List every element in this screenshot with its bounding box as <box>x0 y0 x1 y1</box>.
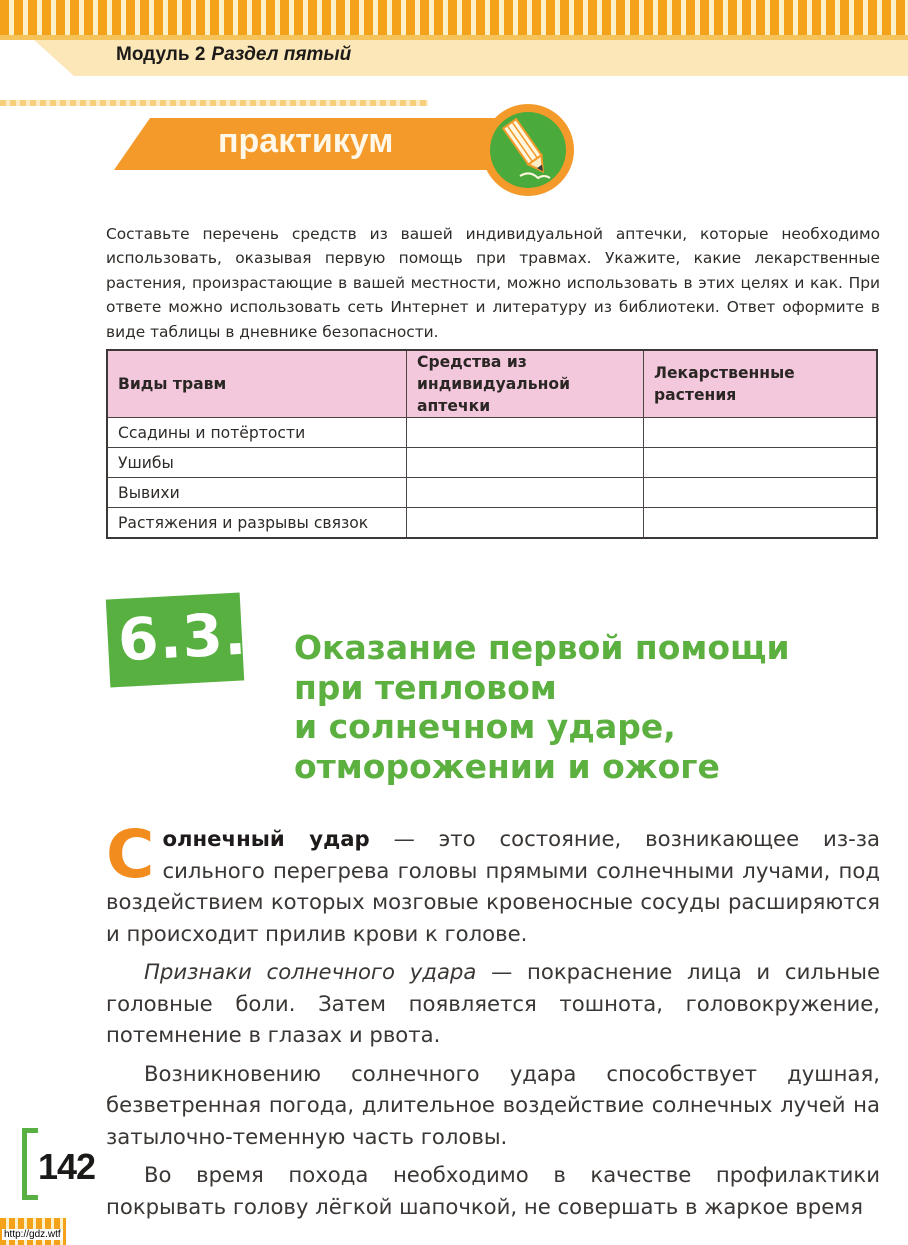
paragraph: Возникновению солнечного удара способствует душная, безветренная погода, длительное воздействие солнечных лучей на затылочно-теменную часть головы. <box>106 1060 880 1149</box>
section-title-line: при тепловом <box>294 667 557 707</box>
section-title-line: Оказание первой помощи <box>294 628 790 667</box>
body-text <box>106 816 880 1229</box>
table-cell: Ушибы <box>107 448 407 478</box>
practicum-title: практикум <box>218 122 394 160</box>
table-row <box>107 508 877 539</box>
section-title <box>294 628 854 786</box>
table-cell <box>644 418 878 448</box>
column-header: Лекарственные растения <box>644 350 878 418</box>
table-cell <box>407 448 644 478</box>
table-row <box>107 418 877 448</box>
table-cell: Растяжения и разрывы связок <box>107 508 407 539</box>
table-cell <box>407 418 644 448</box>
watermark: http://gdz.wtf <box>4 1229 61 1240</box>
paragraph <box>106 956 880 1051</box>
section-title-line: и солнечном ударе, <box>294 707 676 746</box>
paragraph-text: — покраснение лица и сильные головные боли. Затем появляется тошнота, головокружение, потемнение в глазах и рвота. <box>106 959 880 1047</box>
running-header <box>116 44 351 66</box>
table-cell <box>644 508 878 539</box>
drop-cap: С <box>106 816 155 893</box>
table-cell <box>407 508 644 539</box>
table-cell <box>644 478 878 508</box>
table-row <box>107 478 877 508</box>
table-row <box>107 448 877 478</box>
task-paragraph: Составьте перечень средств из вашей индивидуальной аптечки, которые необходимо использовать, оказывая первую помощь при травмах. Укажите, какие лекарственные растения, произрастающие в вашей местности, можно использовать в этих целях и как. При ответе можно использовать сеть Интернет и литературу из библиотеки. Ответ оформите в виде таблицы в дневнике безопасности. <box>106 225 880 341</box>
header-divider <box>0 100 428 106</box>
pencil-icon <box>490 112 566 188</box>
page-number: 142 <box>38 1146 96 1187</box>
paragraph-text: — это состояние, возникающее из-за сильного перегрева головы прямыми солнечными лучами, под воздействием которых мозговые кровеносные сосуды расширяются и происходит прилив крови к голове. <box>106 826 880 946</box>
term: олнечный удар <box>162 826 370 851</box>
column-header: Виды травм <box>107 350 407 418</box>
table-cell <box>644 448 878 478</box>
top-stripe-border <box>0 0 908 40</box>
table-cell: Вывихи <box>107 478 407 508</box>
table-cell: Ссадины и потёртости <box>107 418 407 448</box>
injuries-table <box>106 349 878 539</box>
table-header-row <box>107 350 877 418</box>
practicum-badge <box>482 104 574 196</box>
section-label: Раздел пятый <box>211 44 352 65</box>
page-number-bracket <box>22 1128 38 1200</box>
paragraph: Во время похода необходимо в качестве профилактики покрывать голову лёгкой шапочкой, не совершать в жаркое время <box>106 1162 880 1219</box>
section-number: 6.3. <box>116 599 249 675</box>
column-header: Средства из индивидуальной аптечки <box>407 350 644 418</box>
section-title-line: отморожении и ожоге <box>294 746 720 786</box>
emphasis: Признаки солнечного удара <box>144 959 477 984</box>
paragraph <box>106 816 880 949</box>
module-label: Модуль 2 <box>116 44 206 65</box>
table-cell <box>407 478 644 508</box>
